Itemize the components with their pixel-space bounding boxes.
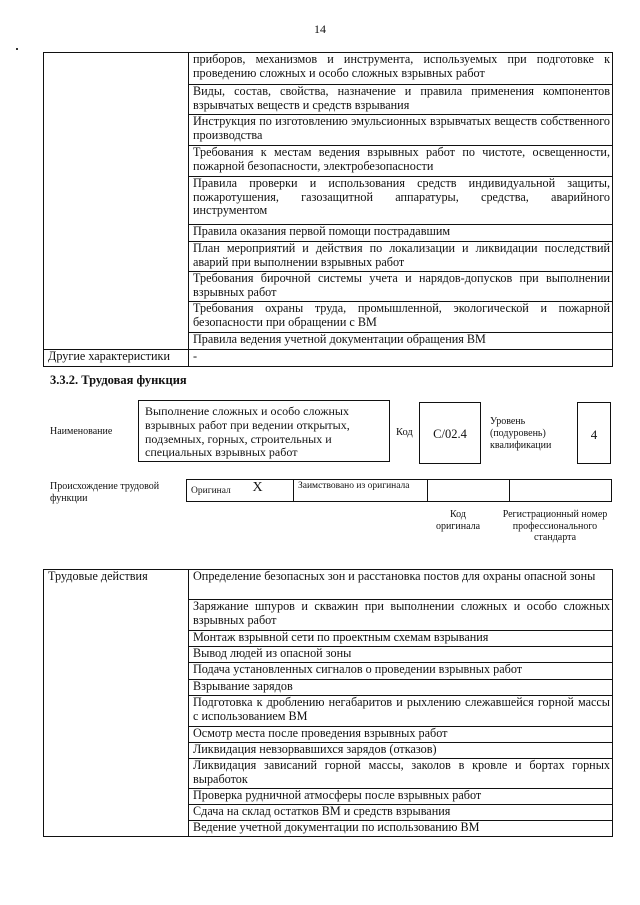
- reg-number-label: Регистрационный номер профессионального стандарта: [502, 509, 608, 543]
- knowledge-item: План мероприятий и действия по локализации и ликвидации последствий аварий при выполнении взрывных работ: [189, 242, 613, 272]
- other-characteristics-label: Другие характеристики: [44, 350, 189, 367]
- labour-actions-label: Трудовые действия: [44, 570, 189, 837]
- labour-action-item: Монтаж взрывной сети по проектным схемам взрывания: [189, 631, 613, 647]
- knowledge-item: Правила проверки и использования средств индивидуальной защиты, пожаротушения, газозащитной аппаратуры, средства, аварийного инструментом: [189, 177, 613, 225]
- knowledge-table: [43, 52, 613, 367]
- origin-label: Происхождение трудовой функции: [50, 481, 160, 504]
- qualification-level-label: Уровень (подуровень) квалификации: [490, 416, 552, 451]
- knowledge-item: Правила оказания первой помощи пострадавшим: [189, 225, 613, 242]
- labour-action-item: Ликвидация зависаний горной массы, заколов в кровле и бортах горных выработок: [189, 759, 613, 789]
- knowledge-item: приборов, механизмов и инструмента, используемых при подготовке к проведению сложных и особо сложных взрывных работ: [189, 53, 613, 85]
- labour-action-item: Подготовка к дроблению негабаритов и рыхлению слежавшейся горной массы с использованием ВМ: [189, 696, 613, 727]
- name-label: Наименование: [50, 426, 113, 437]
- origin-table: [186, 479, 612, 502]
- labour-action-item: Ведение учетной документации по использованию ВМ: [189, 821, 613, 837]
- section-heading: 3.3.2. Трудовая функция: [50, 373, 187, 387]
- code-original-label: Код оригинала: [435, 509, 481, 532]
- function-name-box: Выполнение сложных и особо сложных взрывных работ при ведении открытых, подземных, горных, строительных и специальных взрывных работ: [138, 400, 390, 462]
- knowledge-label-cell: [44, 53, 189, 350]
- knowledge-item: Требования охраны труда, промышленной, экологической и пожарной безопасности при обращении с ВМ: [189, 302, 613, 333]
- labour-action-item: Осмотр места после проведения взрывных работ: [189, 727, 613, 743]
- labour-action-item: Проверка рудничной атмосферы после взрывных работ: [189, 789, 613, 805]
- knowledge-item: Инструкция по изготовлению эмульсионных взрывчатых веществ собственного производства: [189, 115, 613, 146]
- labour-action-item: Заряжание шпуров и скважин при выполнении сложных и особо сложных взрывных работ: [189, 600, 613, 631]
- code-label: Код: [396, 427, 413, 438]
- labour-action-item: Взрывание зарядов: [189, 680, 613, 696]
- original-label: Оригинал: [187, 480, 249, 502]
- qualification-level-box: 4: [577, 402, 611, 464]
- original-mark: X: [249, 480, 294, 502]
- labour-action-item: Подача установленных сигналов о проведении взрывных работ: [189, 663, 613, 680]
- other-characteristics-value: -: [189, 350, 613, 367]
- page-number: 14: [314, 22, 326, 36]
- labour-action-item: Ликвидация невзорвавшихся зарядов (отказов): [189, 743, 613, 759]
- reg-number-cell: [510, 480, 612, 502]
- knowledge-item: Правила ведения учетной документации обращения ВМ: [189, 333, 613, 350]
- code-original-cell: [428, 480, 510, 502]
- knowledge-item: Виды, состав, свойства, назначение и правила применения компонентов взрывчатых веществ и средств взрывания: [189, 85, 613, 115]
- labour-action-item: Сдача на склад остатков ВМ и средств взрывания: [189, 805, 613, 821]
- scan-speck: [16, 48, 18, 50]
- borrowed-label: Заимствовано из оригинала: [294, 480, 428, 502]
- knowledge-item: Требования бирочной системы учета и нарядов-допусков при выполнении взрывных работ: [189, 272, 613, 302]
- knowledge-item: Требования к местам ведения взрывных работ по чистоте, освещенности, пожарной безопасности, электробезопасности: [189, 146, 613, 177]
- labour-action-item: Определение безопасных зон и расстановка постов для охраны опасной зоны: [189, 570, 613, 600]
- code-box: C/02.4: [419, 402, 481, 464]
- labour-action-item: Вывод людей из опасной зоны: [189, 647, 613, 663]
- labour-actions-table: [43, 569, 613, 837]
